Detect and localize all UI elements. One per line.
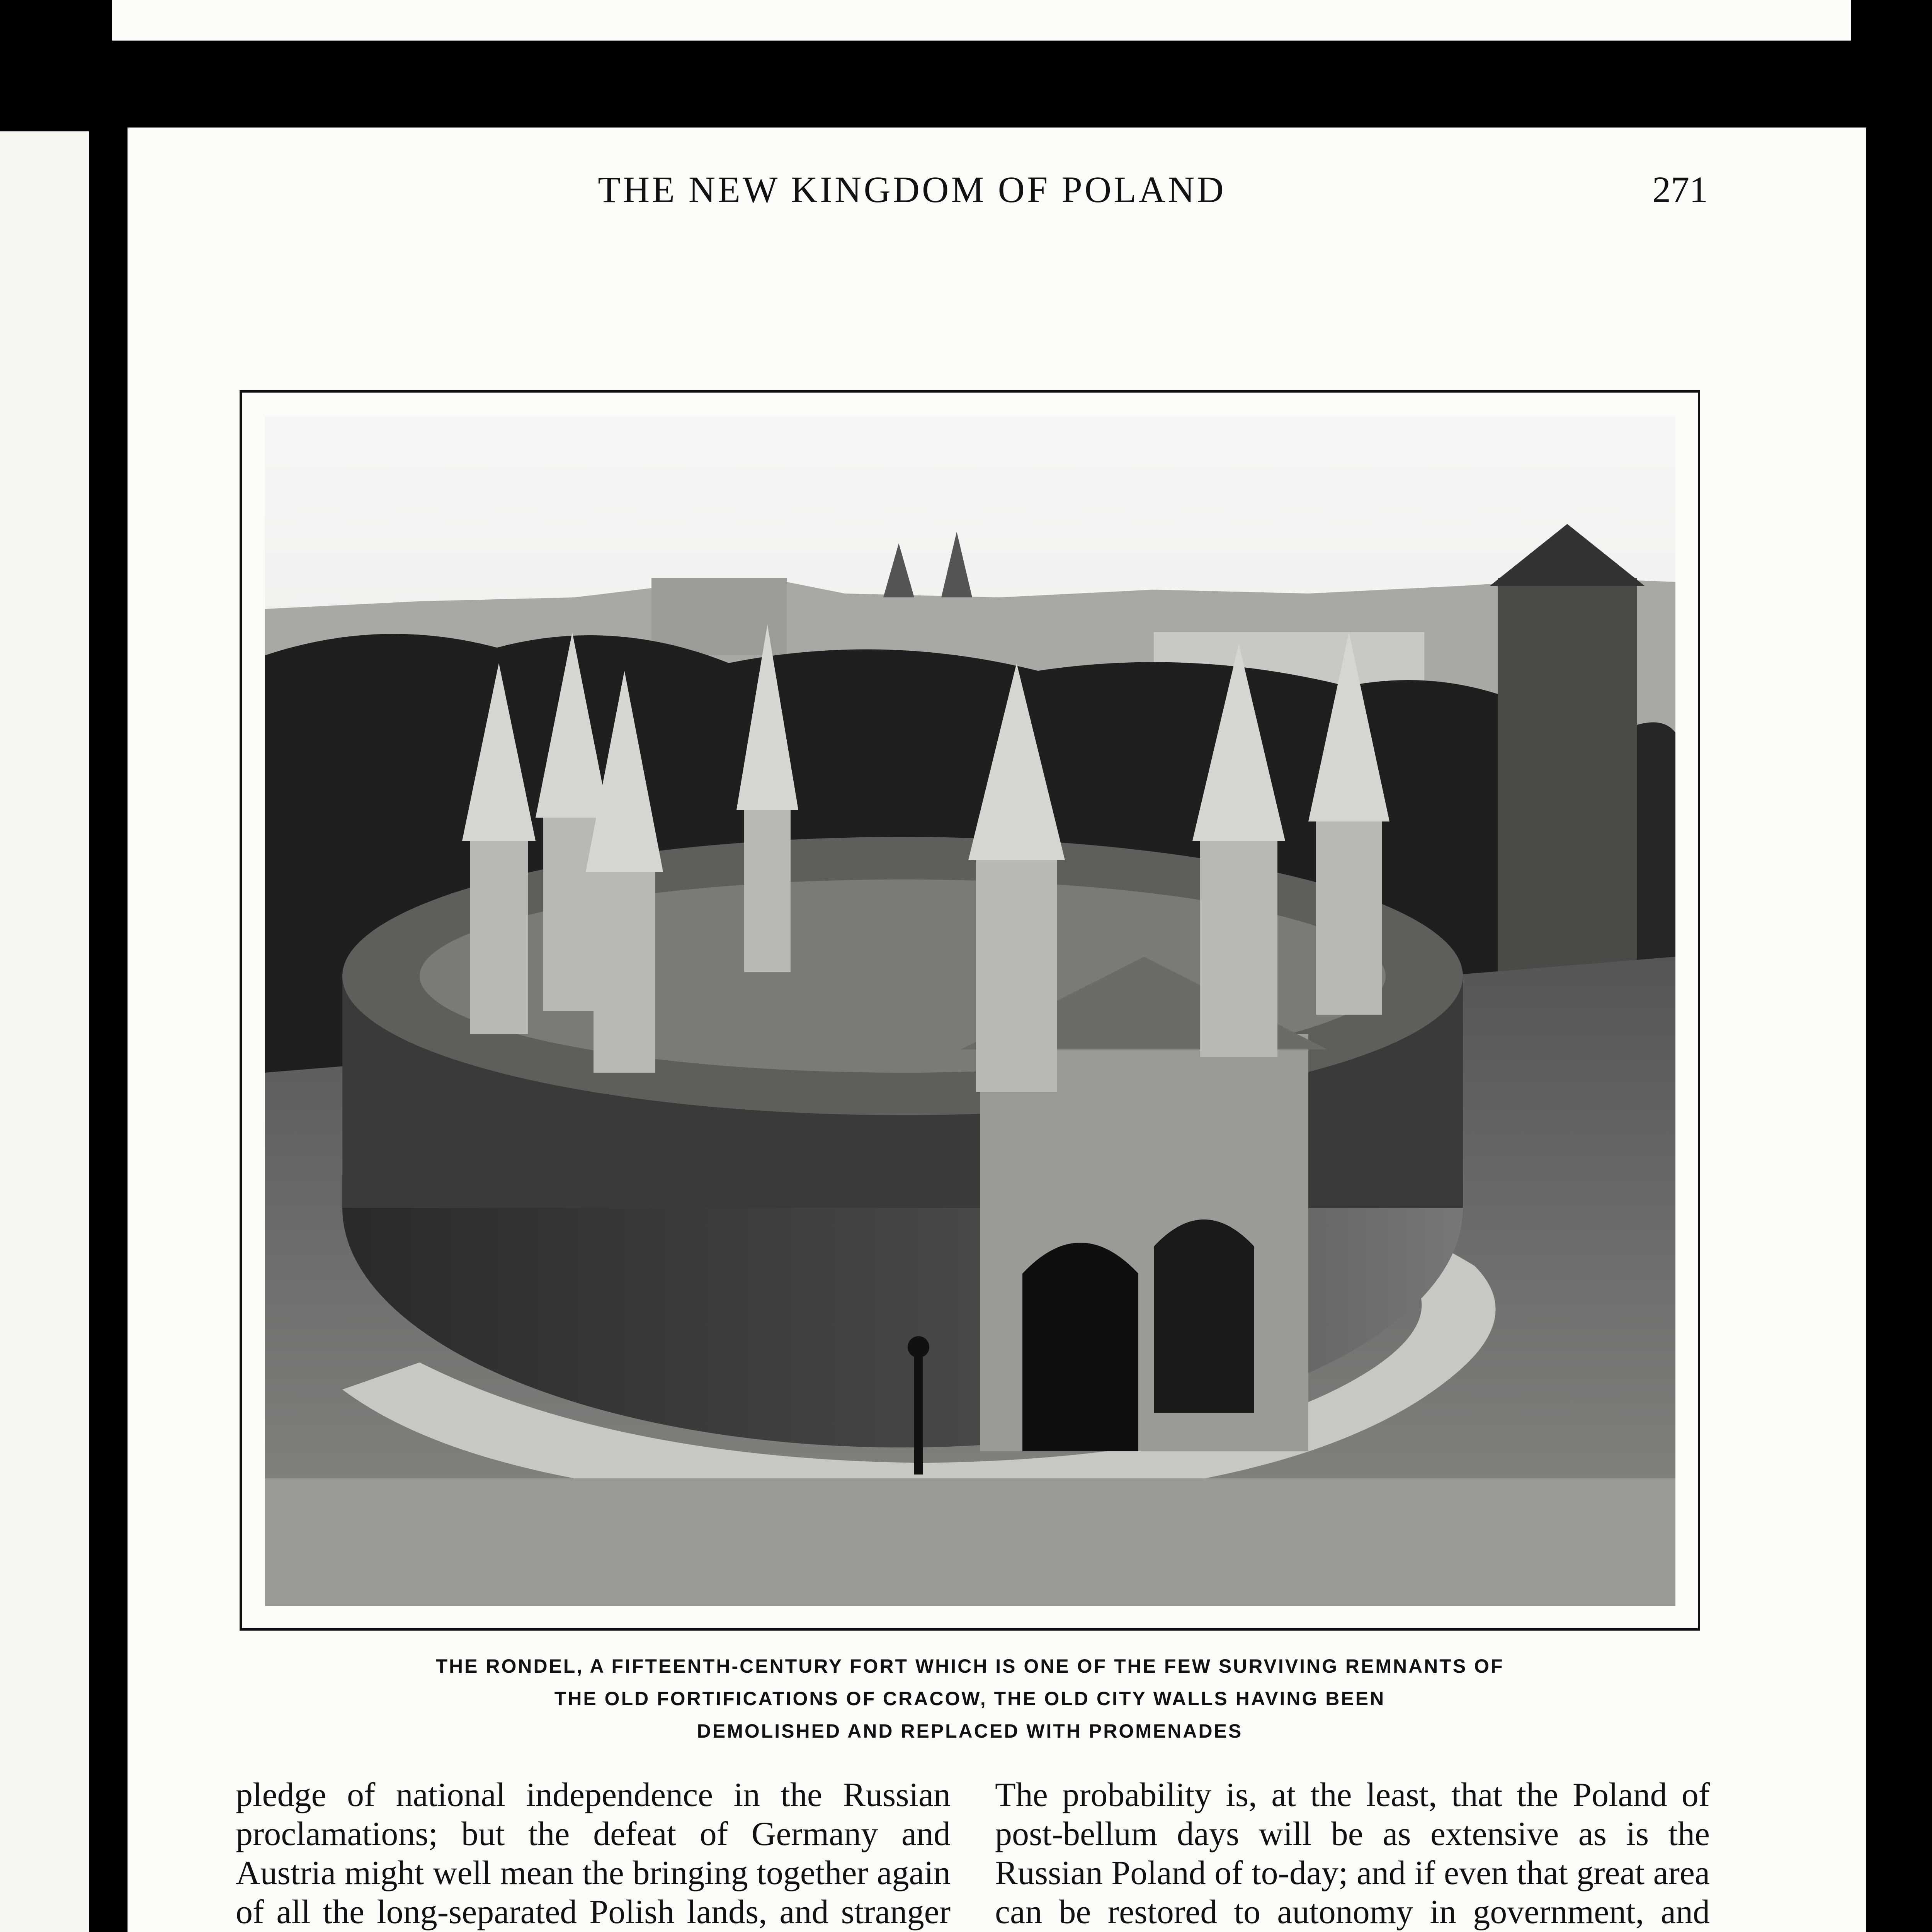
- paragraph: The probability is, at the least, that the Poland of post-bellum days will be as extensive as is the Russian Poland of to-day; and if even that great area can be restored to autonomy in government, and: [995, 1776, 1710, 1931]
- paragraph: pledge of national independence in the Russian proclamations; but the defeat of Germany and Austria might well mean the bringing together again of all the long-separated Polish lands, and stranger: [236, 1776, 951, 1931]
- rondel-photograph: [265, 416, 1675, 1606]
- caption-line: THE OLD FORTIFICATIONS OF CRACOW, THE OLD CITY WALLS HAVING BEEN: [554, 1688, 1386, 1709]
- page-number: 271: [1652, 169, 1708, 210]
- adjacent-page-left: [0, 131, 89, 1932]
- article-column-right: [995, 1776, 1710, 1932]
- article-column-left: [236, 1776, 951, 1932]
- caption-line: DEMOLISHED AND REPLACED WITH PROMENADES: [697, 1720, 1243, 1742]
- caption-line: THE RONDEL, A FIFTEENTH-CENTURY FORT WHICH IS ONE OF THE FEW SURVIVING REMNANTS OF: [435, 1655, 1504, 1677]
- adjacent-page-top: [112, 0, 1851, 41]
- running-title: THE NEW KINGDOM OF POLAND: [598, 169, 1226, 210]
- photo-frame: [240, 390, 1700, 1631]
- figure-caption: [270, 1650, 1669, 1747]
